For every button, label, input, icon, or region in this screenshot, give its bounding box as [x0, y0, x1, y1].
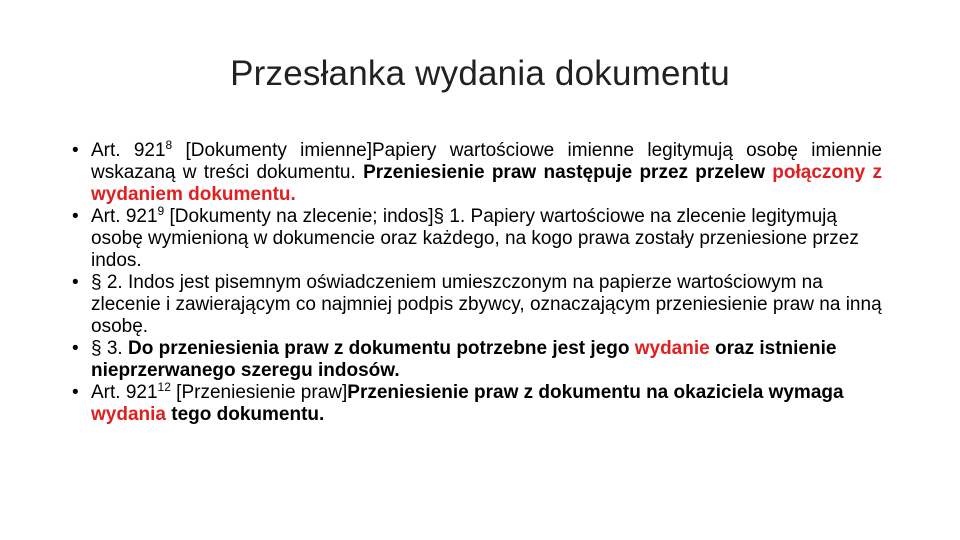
bullet-text: [Dokumenty na zlecenie; indos]§ 1. Papiery wartościowe na zlecenie legitymują osobę wymienioną w dokumencie oraz każdego, na kogo prawa zostały przeniesione przez indos.	[91, 206, 859, 271]
bullet-text: § 3.	[91, 338, 128, 359]
article-ref: Art. 921	[91, 206, 158, 227]
bullet-dot: •	[72, 140, 79, 161]
bullet-bold-text: Przeniesienie praw następuje przez przelew	[363, 162, 773, 183]
slide-title: Przesłanka wydania dokumentu	[230, 54, 730, 93]
bullet-bold-text: oraz istnienie nieprzerwanego szeregu indosów.	[91, 338, 837, 381]
bullet-bold-text: Do przeniesienia praw z dokumentu potrzebne jest jego	[127, 338, 635, 359]
bullet-item-art-921-12	[72, 382, 882, 426]
bullet-text: [Przeniesienie praw]	[170, 382, 348, 403]
bullet-dot: •	[72, 206, 79, 227]
bullet-bold-text: tego dokumentu.	[165, 404, 325, 425]
bullet-highlight-text: wydania	[91, 404, 166, 425]
bullet-text: § 2. Indos jest pisemnym oświadczeniem umieszczonym na papierze wartościowym na zlecenie i zawierającym co najmniej podpis zbywcy, oznaczającym przeniesienie praw na inną osobę.	[91, 272, 882, 337]
article-superscript: 12	[157, 380, 171, 394]
bullet-dot: •	[72, 338, 79, 359]
article-superscript: 9	[157, 204, 165, 218]
bullet-highlight-text: połączony z wydaniem dokumentu.	[91, 162, 882, 205]
bullet-list	[72, 140, 882, 426]
bullet-text: [Dokumenty imienne]Papiery wartościowe imienne legitymują osobę imiennie wskazaną w treści dokumentu.	[91, 140, 882, 183]
bullet-dot: •	[72, 382, 79, 403]
bullet-item-art-921-8	[72, 140, 882, 206]
bullet-item-art-921-9	[72, 206, 882, 272]
article-superscript: 8	[165, 138, 173, 152]
bullet-item-paragraph-3	[72, 338, 882, 382]
bullet-bold-text: Przeniesienie praw z dokumentu na okaziciela wymaga	[347, 382, 844, 403]
bullet-highlight-text: wydanie	[634, 338, 710, 359]
bullet-dot: •	[72, 272, 79, 293]
article-ref: Art. 921	[91, 382, 158, 403]
article-ref: Art. 921	[91, 140, 166, 161]
bullet-item-paragraph-2	[72, 272, 882, 338]
